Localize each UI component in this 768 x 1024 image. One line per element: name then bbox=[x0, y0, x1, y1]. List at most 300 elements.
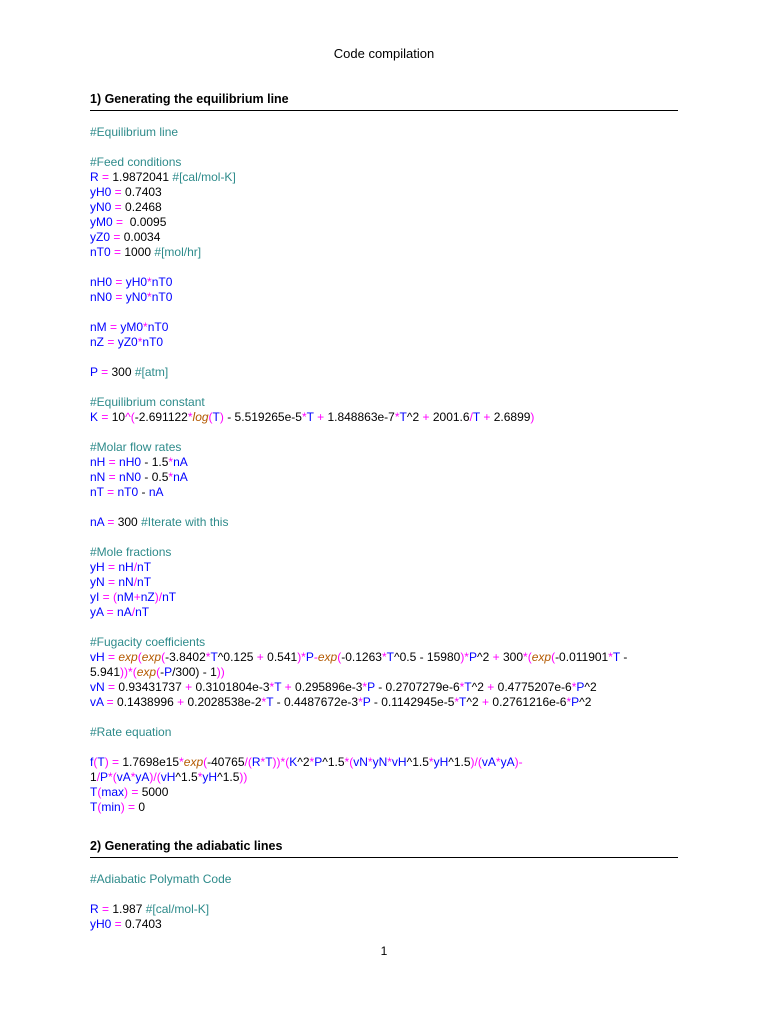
code-number: 1.987 bbox=[112, 902, 146, 916]
code-operator: * bbox=[454, 695, 460, 709]
code-variable: vA bbox=[116, 770, 131, 784]
code-variable: nH bbox=[118, 560, 134, 574]
code-operator: + bbox=[133, 590, 141, 604]
code-line bbox=[90, 320, 678, 335]
code-variable: yM0 bbox=[120, 320, 144, 334]
code-variable: nH0 bbox=[90, 275, 113, 289]
code-number: 1.9872041 bbox=[112, 170, 173, 184]
code-comment: #Adiabatic Polymath Code bbox=[90, 872, 232, 886]
blank-line bbox=[90, 425, 678, 440]
code-line bbox=[90, 245, 678, 260]
code-variable: vH bbox=[90, 650, 105, 664]
code-line bbox=[90, 680, 678, 695]
code-variable: nN bbox=[90, 470, 106, 484]
code-operator: * bbox=[358, 695, 363, 709]
code-variable: T bbox=[90, 800, 98, 814]
code-variable: yH bbox=[90, 560, 105, 574]
code-number: ^1.5 bbox=[217, 770, 240, 784]
code-variable: yA bbox=[90, 605, 104, 619]
code-variable: nM bbox=[90, 320, 107, 334]
code-function: exp bbox=[531, 650, 552, 664]
code-number: 0.0034 bbox=[123, 230, 161, 244]
code-comment: #Feed conditions bbox=[90, 155, 182, 169]
code-operator: = bbox=[110, 245, 125, 259]
code-number: -0.011901 bbox=[555, 650, 609, 664]
code-operator: ) bbox=[530, 410, 535, 424]
blank-line bbox=[90, 260, 678, 275]
code-operator: = bbox=[105, 455, 120, 469]
code-variable: nA bbox=[90, 515, 105, 529]
code-function: exp bbox=[317, 650, 338, 664]
code-number: 0.93431737 bbox=[118, 680, 182, 694]
code-variable: P bbox=[362, 695, 371, 709]
code-operator: * bbox=[394, 410, 400, 424]
code-operator: + bbox=[483, 680, 498, 694]
code-number: 2001.6 bbox=[432, 410, 470, 424]
code-line bbox=[90, 170, 678, 185]
code-number: - bbox=[160, 665, 165, 679]
code-operator: ( bbox=[337, 650, 342, 664]
code-operator: * bbox=[367, 755, 373, 769]
code-number: ^0.5 - 15980 bbox=[393, 650, 461, 664]
code-variable: nZ bbox=[90, 335, 105, 349]
code-operator: = bbox=[124, 800, 139, 814]
code-operator: * bbox=[147, 275, 152, 289]
code-number: 0.7403 bbox=[125, 185, 162, 199]
code-line bbox=[90, 635, 678, 650]
code-number: 0.295896e-3 bbox=[295, 680, 363, 694]
code-variable: nN bbox=[118, 575, 134, 589]
code-line bbox=[90, 215, 678, 230]
code-line bbox=[90, 545, 678, 560]
code-operator: = bbox=[104, 575, 119, 589]
code-line bbox=[90, 290, 678, 305]
code-variable: vH bbox=[391, 755, 407, 769]
code-comment: #Equilibrium line bbox=[90, 125, 179, 139]
code-variable: T bbox=[265, 755, 273, 769]
code-line bbox=[90, 515, 678, 530]
code-variable: P bbox=[367, 680, 375, 694]
code-number: 1.7698e15 bbox=[122, 755, 180, 769]
code-number: 0.3101804e-3 bbox=[195, 680, 270, 694]
code-operator: / bbox=[131, 605, 136, 619]
code-variable: yA bbox=[135, 770, 150, 784]
code-operator: + bbox=[478, 695, 493, 709]
code-comment: #Fugacity coefficients bbox=[90, 635, 206, 649]
code-operator: * bbox=[260, 755, 266, 769]
code-function: log bbox=[192, 410, 209, 424]
code-operator: / bbox=[469, 410, 473, 424]
code-variable: yN bbox=[372, 755, 388, 769]
code-operator: * bbox=[137, 335, 143, 349]
code-operator: ) bbox=[219, 410, 224, 424]
code-operator: *( bbox=[523, 650, 532, 664]
code-variable: nT0 bbox=[151, 290, 173, 304]
code-operator: * bbox=[495, 755, 501, 769]
code-line bbox=[90, 365, 678, 380]
code-variable: nH0 bbox=[119, 455, 142, 469]
code-variable: nT0 bbox=[142, 335, 164, 349]
code-operator: = bbox=[103, 695, 118, 709]
code-operator: ( bbox=[156, 665, 161, 679]
code-operator: * bbox=[168, 470, 174, 484]
code-variable: T bbox=[210, 650, 218, 664]
code-operator: )) bbox=[216, 665, 225, 679]
page-title: Code compilation bbox=[333, 46, 435, 61]
code-variable: yA bbox=[500, 755, 515, 769]
code-number: 0.2028538e-2 bbox=[187, 695, 262, 709]
code-operator: = bbox=[103, 485, 118, 499]
code-operator: + bbox=[253, 650, 268, 664]
code-number: 0.1438996 bbox=[117, 695, 174, 709]
code-operator: ))*( bbox=[120, 665, 137, 679]
code-variable: T bbox=[472, 410, 481, 424]
code-variable: T bbox=[464, 680, 472, 694]
code-operator: * bbox=[197, 770, 203, 784]
code-line bbox=[90, 440, 678, 455]
section-adiabatic-lines bbox=[90, 838, 678, 932]
blank-line bbox=[90, 380, 678, 395]
code-variable: T bbox=[306, 410, 314, 424]
code-variable: max bbox=[101, 785, 125, 799]
code-variable: vN bbox=[353, 755, 368, 769]
code-operator: = bbox=[98, 170, 113, 184]
code-operator: = bbox=[110, 230, 124, 244]
code-operator: = bbox=[98, 410, 112, 424]
code-line bbox=[90, 230, 678, 245]
code-line bbox=[90, 872, 678, 887]
code-number: /300) - 1 bbox=[172, 665, 217, 679]
code-operator: = bbox=[111, 185, 126, 199]
code-number: ^2 bbox=[584, 680, 597, 694]
code-number: 1.848863e-7 bbox=[327, 410, 395, 424]
code-variable: vH bbox=[160, 770, 176, 784]
code-line bbox=[90, 395, 678, 410]
code-number: 0.2468 bbox=[125, 200, 162, 214]
blank-line bbox=[90, 500, 678, 515]
code-number: ^2 bbox=[579, 695, 592, 709]
code-variable: R bbox=[90, 902, 99, 916]
code-number: 0.0095 bbox=[126, 215, 167, 229]
code-variable: R bbox=[90, 170, 99, 184]
code-number: ^0.125 bbox=[217, 650, 254, 664]
code-variable: T bbox=[399, 410, 407, 424]
code-operator: ( bbox=[551, 650, 556, 664]
code-operator: ^( bbox=[125, 410, 135, 424]
code-operator: = bbox=[112, 275, 126, 289]
code-operator: * bbox=[168, 455, 174, 469]
code-operator: = bbox=[128, 785, 142, 799]
code-variable: yH bbox=[202, 770, 218, 784]
blank-line bbox=[90, 887, 678, 902]
code-variable: nT0 bbox=[117, 485, 139, 499]
code-number: ^1.5 bbox=[448, 755, 471, 769]
code-operator: = bbox=[111, 200, 126, 214]
code-variable: nT bbox=[162, 590, 177, 604]
code-line bbox=[90, 455, 678, 470]
code-operator: ) bbox=[120, 800, 125, 814]
code-number: 1 bbox=[90, 770, 97, 784]
code-operator: = bbox=[112, 215, 127, 229]
code-variable: nN0 bbox=[90, 290, 113, 304]
code-operator: = bbox=[104, 680, 119, 694]
code-variable: P bbox=[305, 650, 314, 664]
code-operator: ( bbox=[93, 755, 98, 769]
code-variable: min bbox=[101, 800, 121, 814]
code-operator: ( bbox=[161, 650, 166, 664]
code-operator: * bbox=[309, 755, 315, 769]
code-number: ^2 bbox=[297, 755, 310, 769]
code-number: 2.6899 bbox=[493, 410, 531, 424]
code-number: 300 bbox=[117, 515, 142, 529]
code-line bbox=[90, 605, 678, 620]
code-number: 10 bbox=[111, 410, 126, 424]
code-number: ^1.5 bbox=[175, 770, 198, 784]
code-number: ^2 bbox=[466, 695, 479, 709]
code-operator: * bbox=[459, 680, 465, 694]
code-operator: ) bbox=[124, 785, 129, 799]
code-variable: nN0 bbox=[119, 470, 142, 484]
code-number: - 5.519265e-5 bbox=[223, 410, 302, 424]
code-operator: * bbox=[381, 650, 387, 664]
code-variable: K bbox=[90, 410, 99, 424]
code-variable: yH0 bbox=[90, 185, 112, 199]
code-variable: nT bbox=[137, 575, 152, 589]
code-variable: yN0 bbox=[90, 200, 112, 214]
code-operator: )/( bbox=[470, 755, 482, 769]
blank-line bbox=[90, 620, 678, 635]
code-variable: yH bbox=[433, 755, 449, 769]
code-line bbox=[90, 695, 678, 710]
code-variable: T bbox=[274, 680, 282, 694]
code-line bbox=[90, 902, 678, 917]
page-number: 1 bbox=[380, 944, 388, 958]
code-comment: #[mol/hr] bbox=[154, 245, 202, 259]
code-line bbox=[90, 470, 678, 485]
code-operator: * bbox=[130, 770, 136, 784]
code-comment: #Rate equation bbox=[90, 725, 172, 739]
code-operator: + bbox=[181, 680, 196, 694]
code-variable: nZ bbox=[140, 590, 155, 604]
code-number: 300 bbox=[111, 365, 135, 379]
code-comment: #[cal/mol-K] bbox=[145, 902, 210, 916]
code-variable: R bbox=[251, 755, 261, 769]
code-operator: = bbox=[104, 335, 118, 349]
code-variable: T bbox=[612, 650, 621, 664]
code-number: - 0.5 bbox=[141, 470, 169, 484]
code-comment: #[cal/mol-K] bbox=[172, 170, 236, 184]
code-number: 0.4775207e-6 bbox=[497, 680, 572, 694]
code-line bbox=[90, 560, 678, 575]
code-variable: P bbox=[468, 650, 477, 664]
code-number: 1000 bbox=[124, 245, 155, 259]
code-number: - bbox=[620, 650, 628, 664]
code-function: exp bbox=[183, 755, 204, 769]
code-number: - 0.2707279e-6 bbox=[374, 680, 460, 694]
code-number: ^2 bbox=[471, 680, 484, 694]
code-operator: + bbox=[173, 695, 188, 709]
code-variable: nA bbox=[173, 470, 188, 484]
code-operator: ( bbox=[97, 785, 102, 799]
code-number: - bbox=[138, 485, 149, 499]
code-variable: nT0 bbox=[90, 245, 111, 259]
code-variable: nA bbox=[148, 485, 164, 499]
code-line bbox=[90, 155, 678, 170]
code-variable: yH0 bbox=[90, 917, 112, 931]
code-operator: = bbox=[111, 917, 126, 931]
code-operator: = bbox=[98, 902, 113, 916]
code-variable: T bbox=[459, 695, 467, 709]
code-variable: T bbox=[266, 695, 274, 709]
code-operator: )- bbox=[514, 755, 523, 769]
code-operator: ))*( bbox=[272, 755, 290, 769]
code-line bbox=[90, 575, 678, 590]
blank-line bbox=[90, 140, 678, 155]
blank-line bbox=[90, 530, 678, 545]
code-line bbox=[90, 917, 678, 932]
code-comment: #Mole fractions bbox=[90, 545, 172, 559]
code-operator: * bbox=[428, 755, 434, 769]
code-number: 0.7403 bbox=[125, 917, 162, 931]
code-variable: T bbox=[90, 785, 98, 799]
code-line bbox=[90, 410, 678, 425]
code-variable: nH bbox=[90, 455, 106, 469]
code-variable: vA bbox=[481, 755, 496, 769]
code-line bbox=[90, 185, 678, 200]
code-number: ^1.5 bbox=[406, 755, 429, 769]
code-line bbox=[90, 200, 678, 215]
blank-line bbox=[90, 350, 678, 365]
code-variable: nT bbox=[137, 560, 152, 574]
code-line bbox=[90, 590, 678, 605]
code-number: 5.941 bbox=[90, 665, 121, 679]
code-variable: P bbox=[314, 755, 323, 769]
code-variable: P bbox=[164, 665, 173, 679]
code-variable: vN bbox=[90, 680, 105, 694]
code-variable: P bbox=[571, 695, 580, 709]
code-line bbox=[90, 755, 678, 770]
code-operator: )/( bbox=[149, 770, 161, 784]
code-operator: * bbox=[387, 755, 392, 769]
code-number: 300 bbox=[503, 650, 524, 664]
blank-line bbox=[90, 710, 678, 725]
code-operator: ( bbox=[203, 755, 208, 769]
code-variable: f bbox=[90, 755, 94, 769]
code-operator: )* bbox=[460, 650, 469, 664]
code-operator: /( bbox=[244, 755, 252, 769]
code-operator: / bbox=[96, 770, 101, 784]
code-number: -2.691122 bbox=[134, 410, 188, 424]
code-variable: T bbox=[212, 410, 220, 424]
code-line bbox=[90, 665, 678, 680]
code-operator: )* bbox=[297, 650, 306, 664]
code-operator: + bbox=[419, 410, 433, 424]
code-line bbox=[90, 335, 678, 350]
code-operator: * bbox=[571, 680, 577, 694]
code-line bbox=[90, 785, 678, 800]
code-operator: + bbox=[313, 410, 328, 424]
code-operator: ) bbox=[104, 755, 109, 769]
code-operator: * bbox=[301, 410, 307, 424]
code-operator: / bbox=[133, 560, 138, 574]
code-number: ^1.5 bbox=[322, 755, 345, 769]
code-operator: = bbox=[104, 650, 119, 664]
code-block bbox=[90, 125, 678, 815]
code-operator: * bbox=[566, 695, 572, 709]
code-operator: = bbox=[112, 290, 126, 304]
code-variable: nT0 bbox=[147, 320, 169, 334]
code-line bbox=[90, 800, 678, 815]
code-operator: * bbox=[608, 650, 613, 664]
code-operator: - bbox=[313, 650, 318, 664]
code-operator: = bbox=[108, 755, 123, 769]
code-operator: ( bbox=[97, 800, 102, 814]
code-comment: #Equilibrium constant bbox=[90, 395, 205, 409]
code-operator: + bbox=[281, 680, 296, 694]
code-operator: ( bbox=[208, 410, 213, 424]
code-block bbox=[90, 872, 678, 932]
code-operator: = bbox=[103, 605, 118, 619]
code-variable: P bbox=[576, 680, 585, 694]
code-comment: #Molar flow rates bbox=[90, 440, 182, 454]
code-operator: )/ bbox=[154, 590, 163, 604]
code-number: ^2 bbox=[406, 410, 420, 424]
code-comment: #[atm] bbox=[134, 365, 169, 379]
code-variable: K bbox=[289, 755, 298, 769]
code-operator: * bbox=[143, 320, 148, 334]
code-number: 0 bbox=[138, 800, 146, 814]
code-number: - 0.1142945e-5 bbox=[370, 695, 455, 709]
code-operator: * bbox=[261, 695, 267, 709]
code-function: exp bbox=[136, 665, 157, 679]
code-operator: ( bbox=[137, 650, 142, 664]
code-line bbox=[90, 650, 678, 665]
code-operator: * bbox=[187, 410, 193, 424]
code-operator: = ( bbox=[99, 590, 118, 604]
code-variable: nT0 bbox=[151, 275, 173, 289]
code-operator: )) bbox=[239, 770, 248, 784]
blank-line bbox=[90, 740, 678, 755]
code-number: 5000 bbox=[141, 785, 169, 799]
code-number: -0.1263 bbox=[341, 650, 382, 664]
code-line bbox=[90, 770, 678, 785]
code-line bbox=[90, 725, 678, 740]
code-variable: vA bbox=[90, 695, 104, 709]
code-variable: yZ0 bbox=[117, 335, 138, 349]
code-operator: *( bbox=[344, 755, 354, 769]
code-operator: = bbox=[104, 515, 118, 529]
code-variable: yN bbox=[90, 575, 105, 589]
code-variable: nA bbox=[117, 605, 132, 619]
code-operator: + bbox=[489, 650, 503, 664]
code-variable: yH0 bbox=[125, 275, 148, 289]
code-variable: yN0 bbox=[125, 290, 148, 304]
code-operator: = bbox=[106, 320, 121, 334]
code-number: -40765 bbox=[207, 755, 245, 769]
blank-line bbox=[90, 305, 678, 320]
section-heading: 2) Generating the adiabatic lines bbox=[90, 838, 678, 858]
code-number: - 0.4487672e-3 bbox=[273, 695, 359, 709]
code-operator: = bbox=[105, 470, 120, 484]
code-number: 0.541 bbox=[267, 650, 298, 664]
code-number: ^2 bbox=[477, 650, 490, 664]
code-variable: yM0 bbox=[90, 215, 113, 229]
code-line bbox=[90, 275, 678, 290]
code-number: -3.8402 bbox=[165, 650, 206, 664]
code-variable: P bbox=[100, 770, 109, 784]
code-variable: nM bbox=[117, 590, 134, 604]
code-operator: / bbox=[133, 575, 138, 589]
